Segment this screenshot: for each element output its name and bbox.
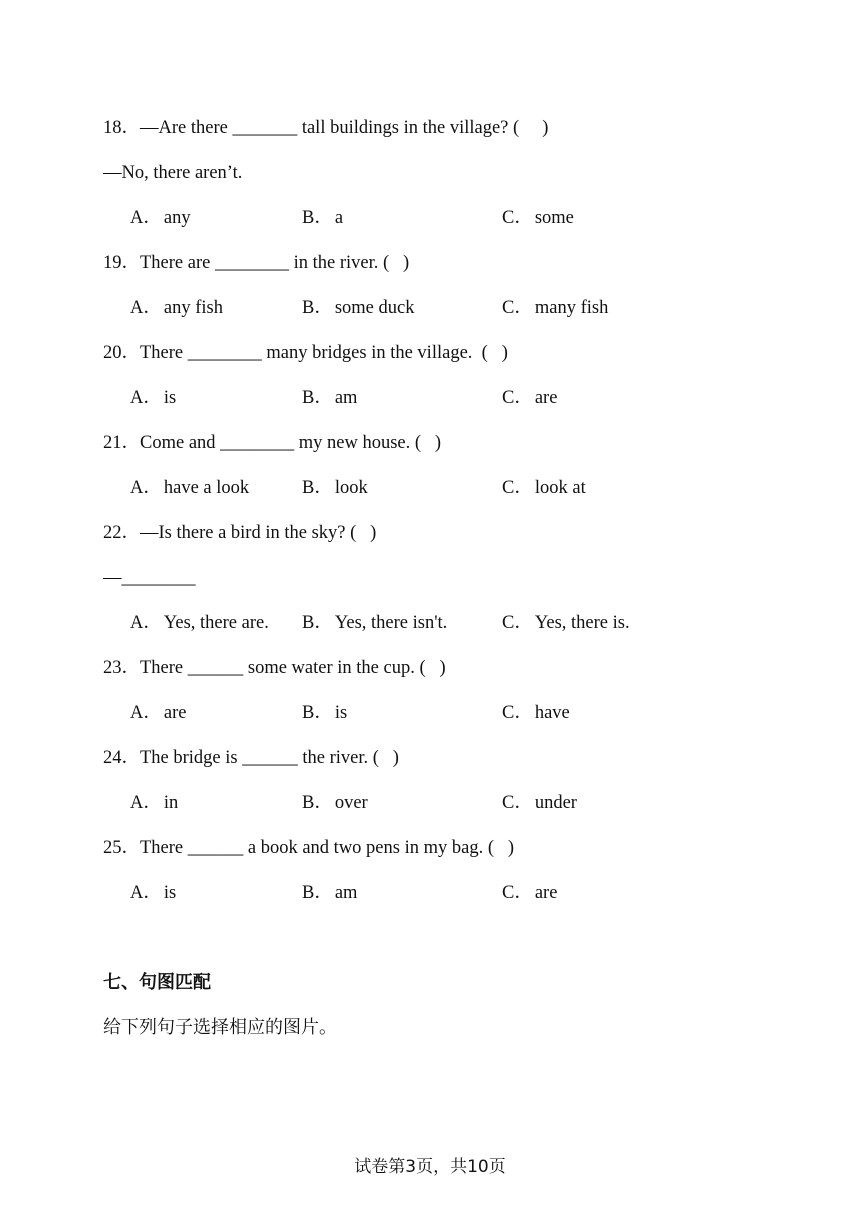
question-24-stem: 24．The bridge is ______ the river. ( ) <box>103 748 399 768</box>
option-letter: A． <box>130 793 162 813</box>
page-footer: 试卷第3页，共10页 <box>354 1157 506 1177</box>
question-18-option-b <box>302 206 343 230</box>
question-21-option-b <box>302 476 368 500</box>
option-text: have a look <box>163 478 250 498</box>
question-18-option-c <box>502 206 574 230</box>
option-text: over <box>334 793 368 813</box>
option-text: under <box>534 793 577 813</box>
option-text: some duck <box>334 298 415 318</box>
option-letter: B． <box>302 703 333 723</box>
option-text: am <box>334 883 358 903</box>
option-text: Yes, there is. <box>534 613 630 633</box>
option-letter: C． <box>502 388 533 408</box>
option-text: is <box>163 883 177 903</box>
option-letter: C． <box>502 883 533 903</box>
section-instruction: 给下列句子选择相应的图片。 <box>103 1017 337 1038</box>
option-letter: A． <box>130 478 162 498</box>
option-text: any <box>163 208 191 228</box>
question-22-stem: 22．—Is there a bird in the sky? ( ) <box>103 523 377 543</box>
option-text: any fish <box>163 298 223 318</box>
option-text: a <box>334 208 344 228</box>
question-22-answer-line: —________ <box>103 568 196 588</box>
option-text: are <box>163 703 187 723</box>
question-22-option-c <box>502 611 630 635</box>
question-25-option-b <box>302 881 357 905</box>
option-letter: C． <box>502 613 533 633</box>
option-letter: A． <box>130 298 162 318</box>
question-21-option-c <box>502 476 586 500</box>
option-letter: A． <box>130 703 162 723</box>
option-letter: C． <box>502 298 533 318</box>
option-letter: B． <box>302 793 333 813</box>
question-22-option-a <box>130 611 269 635</box>
question-18-option-a <box>130 206 191 230</box>
question-24-option-a <box>130 791 178 815</box>
option-text: are <box>534 883 558 903</box>
option-letter: C． <box>502 703 533 723</box>
question-19-stem: 19．There are ________ in the river. ( ) <box>103 253 410 273</box>
option-text: in <box>163 793 179 813</box>
option-text: are <box>534 388 558 408</box>
option-letter: A． <box>130 208 162 228</box>
question-19-option-b <box>302 296 414 320</box>
question-18-stem: 18．—Are there _______ tall buildings in the village? ( ) <box>103 118 549 138</box>
question-20-option-b <box>302 386 357 410</box>
option-text: Yes, there are. <box>163 613 269 633</box>
question-24-option-b <box>302 791 368 815</box>
question-20-option-a <box>130 386 176 410</box>
option-text: look <box>334 478 368 498</box>
question-20-stem: 20．There ________ many bridges in the village. ( ) <box>103 343 508 363</box>
option-text: some <box>534 208 574 228</box>
question-18-answer-line: —No, there aren’t. <box>103 163 243 183</box>
option-text: look at <box>534 478 586 498</box>
question-19-option-c <box>502 296 608 320</box>
option-letter: B． <box>302 298 333 318</box>
question-25-option-a <box>130 881 176 905</box>
option-text: many fish <box>534 298 609 318</box>
option-text: am <box>334 388 358 408</box>
option-letter: B． <box>302 883 333 903</box>
option-letter: C． <box>502 478 533 498</box>
question-20-option-c <box>502 386 557 410</box>
option-letter: B． <box>302 613 333 633</box>
option-text: have <box>534 703 570 723</box>
option-letter: C． <box>502 208 533 228</box>
option-text: Yes, there isn't. <box>334 613 448 633</box>
option-letter: C． <box>502 793 533 813</box>
question-24-option-c <box>502 791 577 815</box>
question-23-option-b <box>302 701 347 725</box>
question-23-option-a <box>130 701 186 725</box>
question-23-stem: 23．There ______ some water in the cup. ( ) <box>103 658 446 678</box>
option-letter: A． <box>130 388 162 408</box>
option-letter: A． <box>130 883 162 903</box>
question-23-option-c <box>502 701 570 725</box>
question-21-stem: 21．Come and ________ my new house. ( ) <box>103 433 442 453</box>
question-25-stem: 25．There ______ a book and two pens in my bag. ( ) <box>103 838 515 858</box>
option-letter: B． <box>302 208 333 228</box>
option-letter: B． <box>302 388 333 408</box>
option-letter: B． <box>302 478 333 498</box>
question-25-option-c <box>502 881 557 905</box>
question-19-option-a <box>130 296 223 320</box>
option-text: is <box>334 703 348 723</box>
option-letter: A． <box>130 613 162 633</box>
question-22-option-b <box>302 611 447 635</box>
section-title: 七、句图匹配 <box>103 972 211 993</box>
option-text: is <box>163 388 177 408</box>
question-21-option-a <box>130 476 249 500</box>
